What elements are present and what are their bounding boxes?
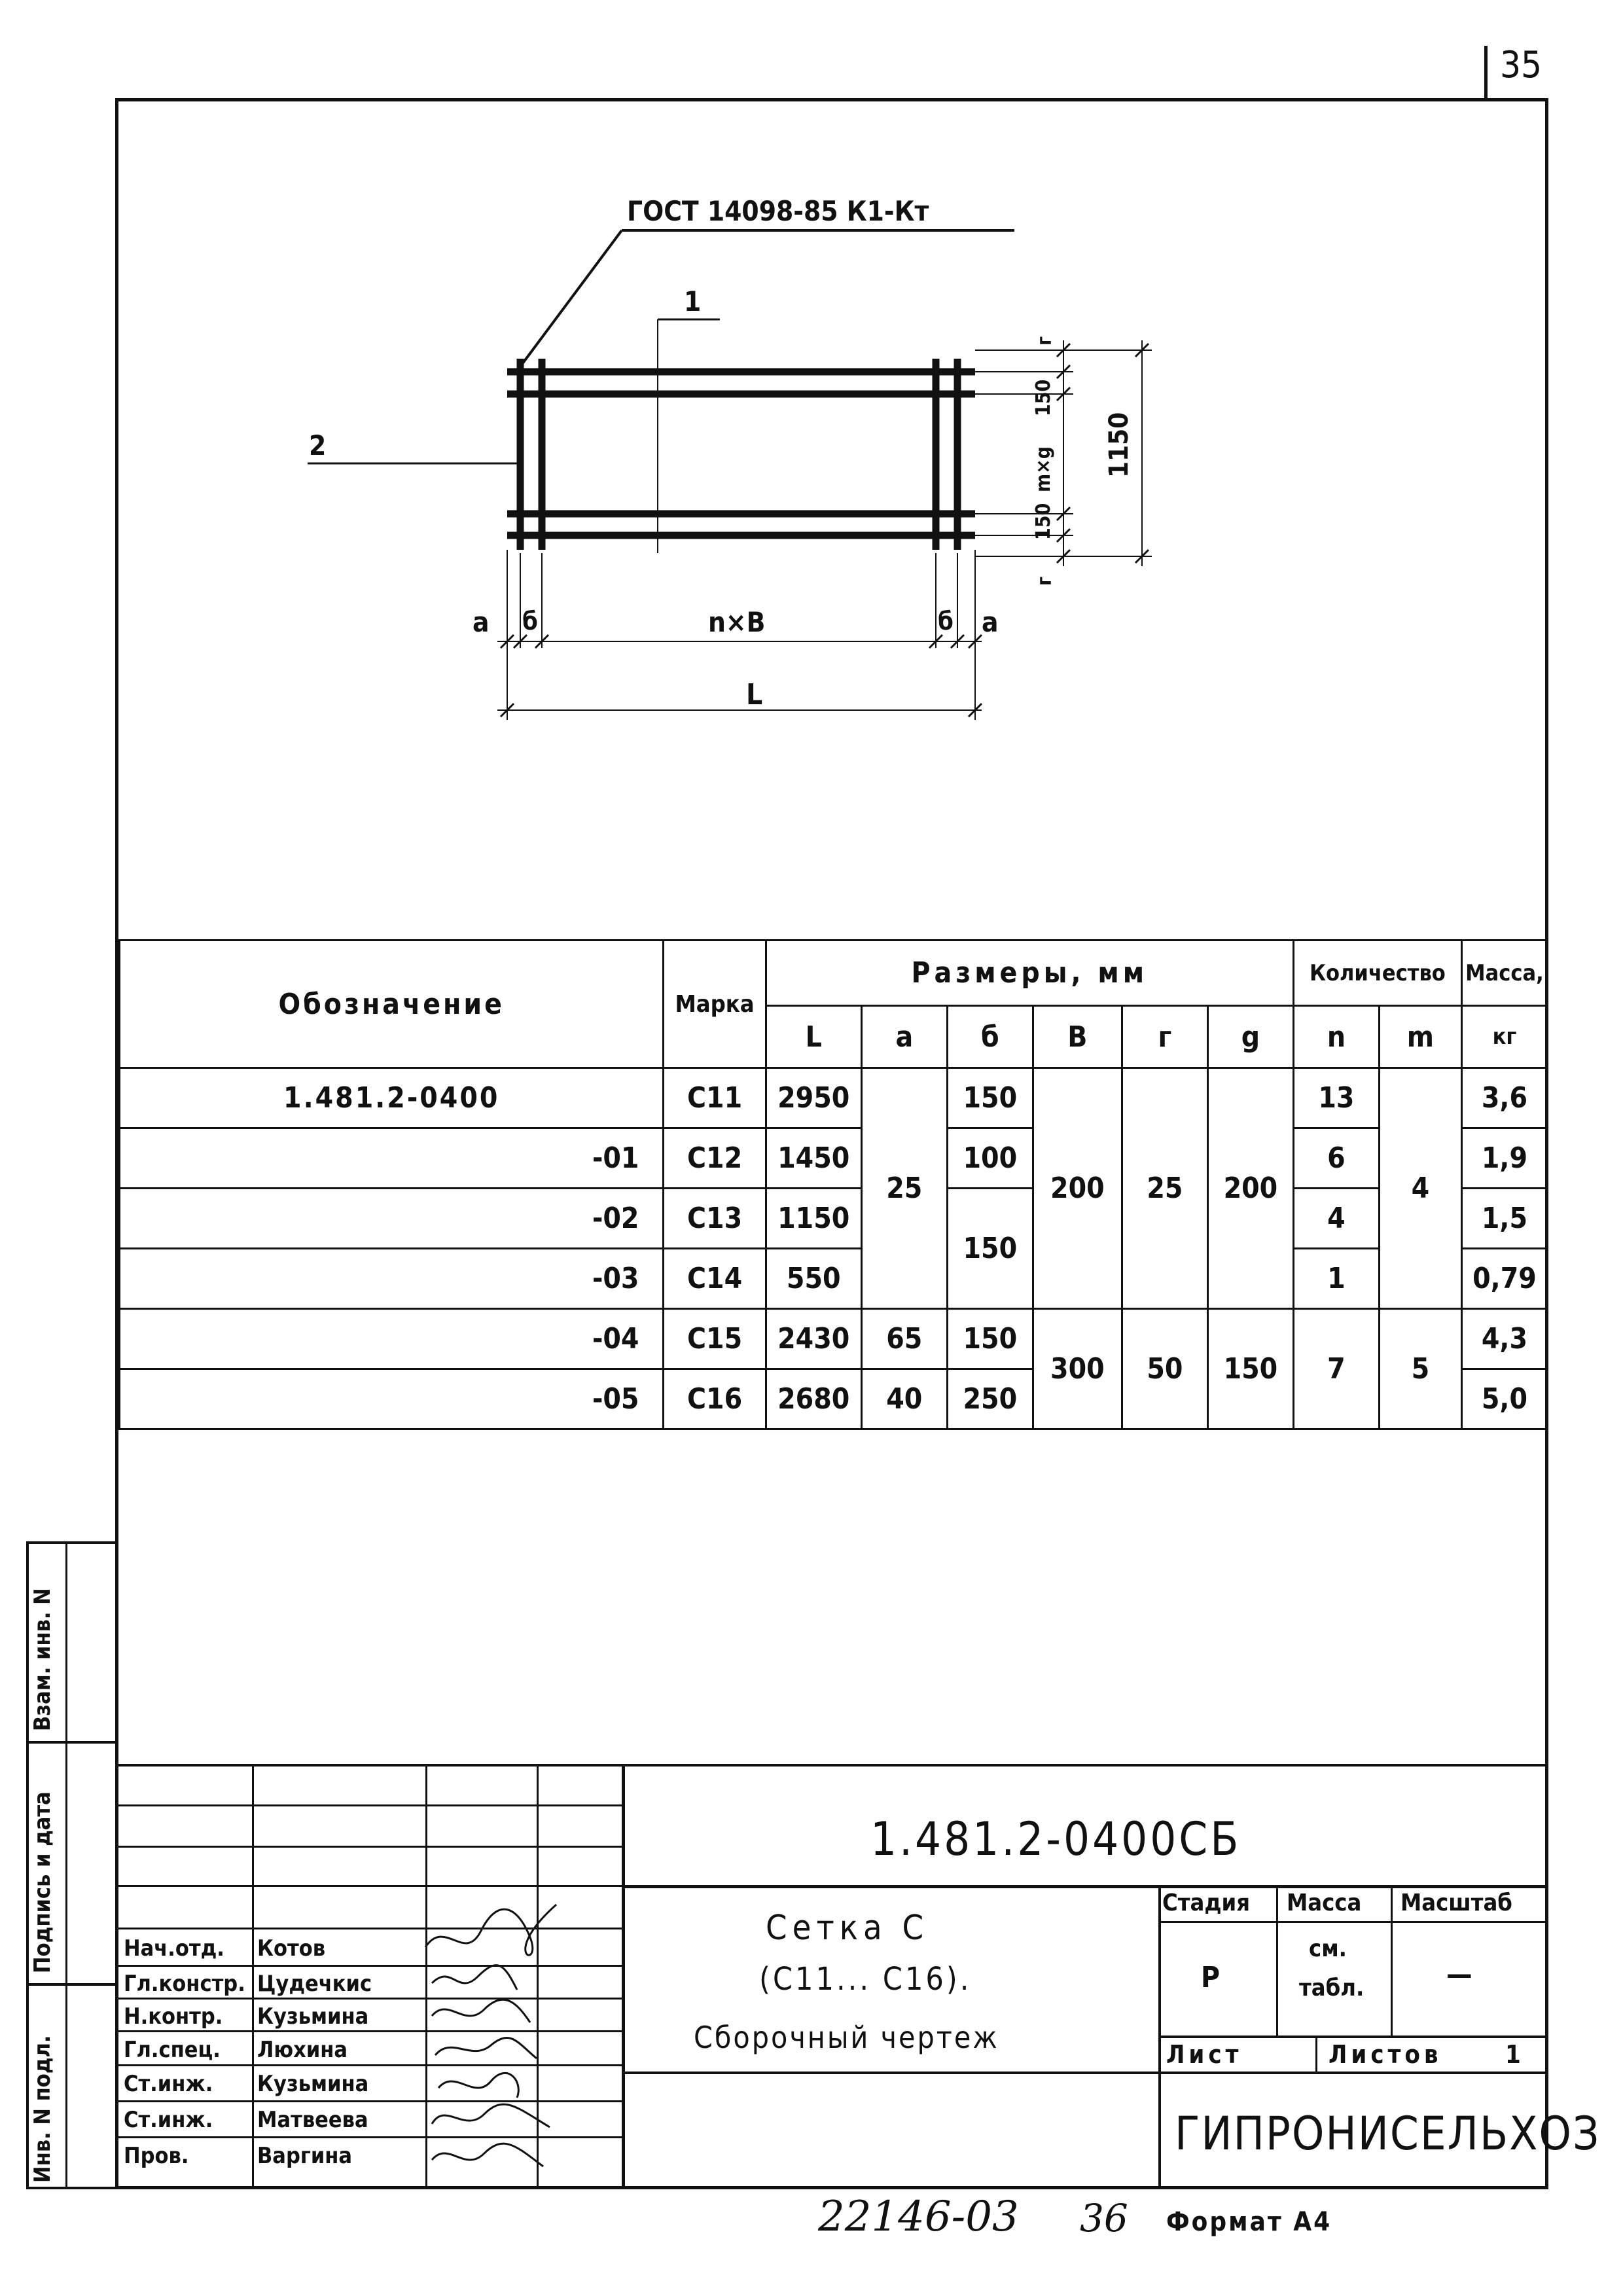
cell-n: 4 bbox=[1293, 1189, 1379, 1249]
gost-label: ГОСТ 14098-85 К1-Кт bbox=[627, 195, 929, 227]
signatures bbox=[419, 1892, 569, 2186]
dim-a-left: а bbox=[473, 606, 490, 638]
cell-n: 6 bbox=[1293, 1128, 1379, 1189]
person-role: Нач.отд. bbox=[124, 1935, 224, 1962]
header-sizes: Размеры, мм bbox=[766, 941, 1293, 1006]
title-line-1: Сетка С bbox=[766, 1909, 929, 1948]
dim-b-right: б bbox=[938, 607, 954, 636]
scale-value: — bbox=[1446, 1958, 1472, 1991]
side-label-inv: Инв. N подл. bbox=[29, 2035, 56, 2183]
person-role: Гл.спец. bbox=[124, 2037, 221, 2063]
table-row bbox=[120, 1128, 1548, 1189]
cell-n: 13 bbox=[1293, 1068, 1379, 1128]
header-mass-unit: кг bbox=[1461, 1006, 1547, 1068]
spec-table bbox=[118, 939, 1548, 1430]
format-label: Формат А4 bbox=[1166, 2207, 1332, 2237]
person-name: Варгина bbox=[257, 2143, 353, 2169]
side-label-podpis: Подпись и дата bbox=[29, 1791, 56, 1973]
stamp-hline-c bbox=[118, 1885, 622, 1887]
sheets-count: 1 bbox=[1505, 2040, 1521, 2069]
mesh-drawing bbox=[0, 0, 1623, 851]
header-scale: Масштаб bbox=[1400, 1890, 1512, 1916]
person-role: Ст.инж. bbox=[124, 2107, 213, 2133]
sheet-number: 35 bbox=[1500, 44, 1543, 86]
cell-a-merged: 25 bbox=[861, 1068, 947, 1309]
cell-a: 40 bbox=[861, 1369, 947, 1429]
stamp-hline-title-bottom bbox=[622, 2072, 1158, 2074]
header-mass: Масса, bbox=[1461, 941, 1547, 1006]
dim-g-top: г bbox=[1033, 336, 1056, 346]
stamp-vline-sheet bbox=[1315, 2036, 1317, 2072]
cell-mass: 3,6 bbox=[1461, 1068, 1547, 1128]
cell-L: 1150 bbox=[766, 1189, 861, 1249]
header-m: m bbox=[1379, 1006, 1461, 1068]
cell-mark: С11 bbox=[664, 1068, 766, 1128]
table-row bbox=[120, 1309, 1548, 1369]
stamp-hline-main bbox=[622, 1885, 1548, 1888]
person-name: Котов bbox=[257, 1935, 326, 1962]
callout-1: 1 bbox=[684, 285, 702, 317]
cell-designation: -01 bbox=[120, 1128, 664, 1189]
cell-b: 250 bbox=[947, 1369, 1033, 1429]
title-line-2: (С11... С16). bbox=[759, 1961, 972, 1998]
person-name: Кузьмина bbox=[257, 2003, 369, 2030]
organization: ГИПРОНИСЕЛЬХОЗ bbox=[1175, 2107, 1601, 2161]
dim-1150: 1150 bbox=[1104, 412, 1134, 478]
cell-a: 65 bbox=[861, 1309, 947, 1369]
side-strip-divider bbox=[65, 1541, 67, 2189]
header-mark: Марка bbox=[664, 941, 766, 1068]
cell-designation: -03 bbox=[120, 1249, 664, 1309]
cell-L: 550 bbox=[766, 1249, 861, 1309]
person-role: Ст.инж. bbox=[124, 2071, 213, 2097]
side-strip-split-2 bbox=[26, 1983, 118, 1986]
stamp-hline-org bbox=[1158, 2072, 1548, 2074]
header-n: n bbox=[1293, 1006, 1379, 1068]
cell-b: 150 bbox=[947, 1068, 1033, 1128]
cell-m-merged-2: 5 bbox=[1379, 1309, 1461, 1429]
stamp-hline-stage bbox=[1158, 1921, 1548, 1923]
cell-mark: С16 bbox=[664, 1369, 766, 1429]
cell-mark: С13 bbox=[664, 1189, 766, 1249]
cell-n-merged: 7 bbox=[1293, 1309, 1379, 1429]
cell-m-merged: 4 bbox=[1379, 1068, 1461, 1309]
cell-B-merged: 200 bbox=[1033, 1068, 1122, 1309]
cell-g-merged: 25 bbox=[1122, 1068, 1207, 1309]
stamp-hline-b bbox=[118, 1846, 622, 1848]
stamp-hline-a bbox=[118, 1804, 622, 1806]
cell-mass: 1,5 bbox=[1461, 1189, 1547, 1249]
cell-b-merged: 150 bbox=[947, 1189, 1033, 1309]
cell-mass: 0,79 bbox=[1461, 1249, 1547, 1309]
header-stamp-mass: Масса bbox=[1287, 1890, 1362, 1916]
cell-L: 2430 bbox=[766, 1309, 861, 1369]
cell-mass: 5,0 bbox=[1461, 1369, 1547, 1429]
header-g: г bbox=[1122, 1006, 1207, 1068]
cell-designation: -02 bbox=[120, 1189, 664, 1249]
mass-value-line2: табл. bbox=[1299, 1975, 1364, 2001]
table-row bbox=[120, 1068, 1548, 1128]
person-name: Цудечкис bbox=[257, 1971, 372, 1997]
header-gg: g bbox=[1207, 1006, 1293, 1068]
cell-designation: -04 bbox=[120, 1309, 664, 1369]
cell-n: 1 bbox=[1293, 1249, 1379, 1309]
dim-g-bottom: г bbox=[1033, 576, 1056, 586]
dim-150-bottom: 150 bbox=[1032, 503, 1055, 540]
cell-b: 150 bbox=[947, 1309, 1033, 1369]
stamp-vline-stage bbox=[1276, 1885, 1278, 2036]
title-line-3: Сборочный чертеж bbox=[694, 2020, 999, 2055]
person-role: Пров. bbox=[124, 2143, 189, 2169]
dim-L: L bbox=[746, 678, 763, 711]
cell-b: 100 bbox=[947, 1128, 1033, 1189]
sheet-label: Лист bbox=[1166, 2040, 1243, 2069]
header-a: а bbox=[861, 1006, 947, 1068]
cell-mass: 4,3 bbox=[1461, 1309, 1547, 1369]
cell-designation: 1.481.2-0400 bbox=[120, 1068, 664, 1128]
person-name: Кузьмина bbox=[257, 2071, 369, 2097]
stage-value: Р bbox=[1201, 1961, 1221, 1994]
header-L: L bbox=[766, 1006, 861, 1068]
dim-150-top: 150 bbox=[1032, 379, 1055, 416]
sheets-label: Листов bbox=[1329, 2040, 1442, 2069]
cell-mark: С15 bbox=[664, 1309, 766, 1369]
cell-gg-merged: 200 bbox=[1207, 1068, 1293, 1309]
handwritten-code: 22146-03 bbox=[818, 2193, 1019, 2241]
table-row bbox=[120, 1249, 1548, 1309]
side-label-vzam: Взам. инв. N bbox=[29, 1588, 56, 1731]
cell-L: 2950 bbox=[766, 1068, 861, 1128]
callout-2: 2 bbox=[309, 429, 327, 461]
cell-L: 2680 bbox=[766, 1369, 861, 1429]
dim-b-left: б bbox=[522, 607, 538, 636]
dim-a-right: а bbox=[982, 606, 999, 638]
dim-mxg: m×g bbox=[1032, 446, 1055, 492]
cell-mark: С12 bbox=[664, 1128, 766, 1189]
mass-value-line1: см. bbox=[1309, 1935, 1347, 1962]
person-name: Люхина bbox=[257, 2037, 348, 2063]
cell-gg-merged-2: 150 bbox=[1207, 1309, 1293, 1429]
dim-nB: n×B bbox=[708, 606, 766, 638]
stamp-hline-sheet bbox=[1158, 2036, 1548, 2038]
cell-mark: С14 bbox=[664, 1249, 766, 1309]
cell-L: 1450 bbox=[766, 1128, 861, 1189]
table-row bbox=[120, 1189, 1548, 1249]
cell-designation: -05 bbox=[120, 1369, 664, 1429]
header-b: б bbox=[947, 1006, 1033, 1068]
header-B: B bbox=[1033, 1006, 1122, 1068]
person-role: Н.контр. bbox=[124, 2003, 223, 2030]
cell-B-merged-2: 300 bbox=[1033, 1309, 1122, 1429]
doc-code: 1.481.2-0400СБ bbox=[870, 1812, 1241, 1866]
cell-g-merged-2: 50 bbox=[1122, 1309, 1207, 1429]
header-designation: Обозначение bbox=[120, 941, 664, 1068]
stamp-vline-mass bbox=[1391, 1885, 1393, 2036]
header-stage: Стадия bbox=[1162, 1890, 1251, 1916]
handwritten-page: 36 bbox=[1080, 2196, 1128, 2240]
person-name: Матвеева bbox=[257, 2107, 368, 2133]
cell-mass: 1,9 bbox=[1461, 1128, 1547, 1189]
person-role: Гл.констр. bbox=[124, 1971, 245, 1997]
header-quantity: Количество bbox=[1293, 941, 1461, 1006]
side-strip-split-1 bbox=[26, 1741, 118, 1744]
